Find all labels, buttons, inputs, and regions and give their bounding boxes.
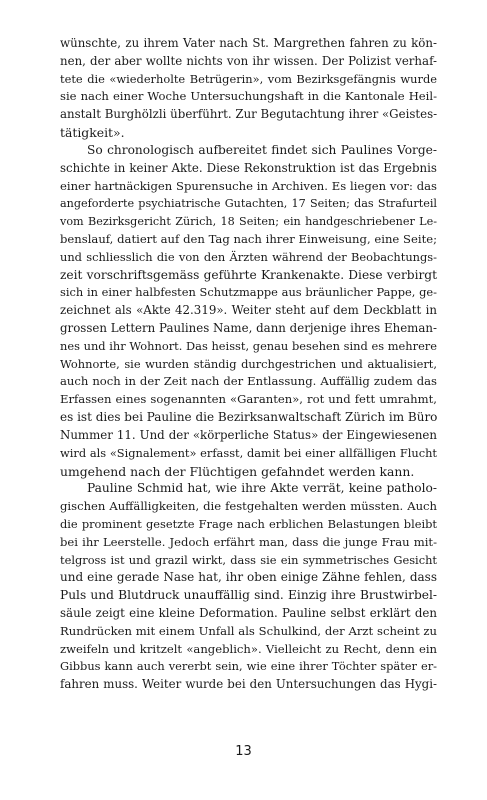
text-line: wünschte, zu ihrem Vater nach St. Margrethen fahren zu kön- (60, 36, 437, 50)
text-line: Gibbus kann auch vererbt sein, wie eine ihrer Töchter später er- (60, 659, 437, 674)
text-line: vom Bezirksgericht Zürich, 18 Seiten; ein handgeschriebener Le- (60, 215, 437, 229)
text-line: säule zeigt eine kleine Deformation. Pauline selbst erklärt den (60, 606, 437, 620)
body-text (60, 35, 437, 694)
text-line: Nummer 11. Und der «körperliche Status» der Eingewiesenen (60, 427, 437, 442)
text-line: tätigkeit». (60, 125, 125, 141)
text-line: und schliesslich die von den Ärzten während der Beobachtungs- (60, 249, 437, 264)
text-line: schichte in keiner Akte. Diese Rekonstruktion ist das Ergebnis (60, 160, 437, 175)
text-line: grossen Lettern Paulines Name, dann derjenige ihres Eheman- (60, 321, 437, 335)
text-line: bei ihr Leerstelle. Jedoch erfährt man, dass die junge Frau mit- (60, 534, 437, 549)
text-line: einer hartnäckigen Spurensuche in Archiven. Es liegen vor: das (60, 178, 437, 193)
text-line: Rundrücken mit einem Unfall als Schulkind, der Arzt scheint zu (60, 623, 437, 638)
text-line: und eine gerade Nase hat, ihr oben einige Zähne fehlen, dass (60, 570, 437, 585)
text-line: benslauf, datiert auf den Tag nach ihrer Einweisung, eine Seite; (60, 231, 437, 246)
text-line: fahren muss. Weiter wurde bei den Untersuchungen das Hygi- (60, 677, 437, 692)
text-line: wird als «Signalement» erfasst, damit bei einer allfälligen Flucht (60, 445, 437, 460)
text-line: Wohnorte, sie wurden ständig durchgestrichen und aktualisiert, (60, 356, 437, 371)
text-line: Pauline Schmid hat, wie ihre Akte verrät, keine patholo- (87, 481, 437, 496)
text-line: zeit vorschriftsgemäss geführte Krankenakte. Diese verbirgt (60, 267, 437, 282)
paragraph (60, 480, 437, 694)
text-line: es ist dies bei Pauline die Bezirksanwaltschaft Zürich im Büro (60, 410, 438, 425)
page-number: 13 (235, 744, 252, 759)
text-line: nes und ihr Wohnort. Das heisst, genau besehen sind es mehrere (60, 338, 437, 353)
paragraph (60, 142, 437, 480)
text-line: telgross ist und grazil wirkt, dass sie ein symmetrisches Gesicht (60, 552, 437, 567)
text-line: anstalt Burghölzli überführt. Zur Begutachtung ihrer «Geistes- (60, 107, 438, 122)
text-line: So chronologisch aufbereitet findet sich Paulines Vorge- (87, 142, 437, 157)
text-line: tete die «wiederholte Betrügerin», vom Bezirksgefängnis wurde (60, 71, 437, 86)
text-line: zweifeln und kritzelt «angeblich». Vielleicht zu Recht, denn ein (60, 641, 437, 656)
text-line: die prominent gesetzte Frage nach erblichen Belastungen bleibt (60, 516, 437, 531)
text-line: gischen Auffälligkeiten, die festgehalten werden müssten. Auch (60, 499, 437, 514)
text-line: zeichnet als «Akte 42.319». Weiter steht auf dem Deckblatt in (60, 303, 437, 318)
text-line: sie nach einer Woche Untersuchungshaft in die Kantonale Heil- (60, 89, 437, 104)
text-line: auch noch in der Zeit nach der Entlassung. Auffällig zudem das (60, 374, 437, 389)
text-line: nen, der aber wollte nichts von ihr wissen. Der Polizist verhaf- (60, 53, 437, 68)
text-line: Erfassen eines sogenannten «Garanten», rot und fett umrahmt, (60, 392, 437, 407)
text-line: umgehend nach der Flüchtigen gefahndet werden kann. (60, 463, 415, 479)
text-line: Puls und Blutdruck unauffällig sind. Einzig ihre Brustwirbel- (60, 588, 437, 603)
text-line: angeforderte psychiatrische Gutachten, 17 Seiten; das Strafurteil (60, 197, 437, 211)
paragraph (60, 35, 437, 142)
text-line: sich in einer halbfesten Schutzmappe aus bräunlicher Pappe, ge- (60, 285, 437, 300)
